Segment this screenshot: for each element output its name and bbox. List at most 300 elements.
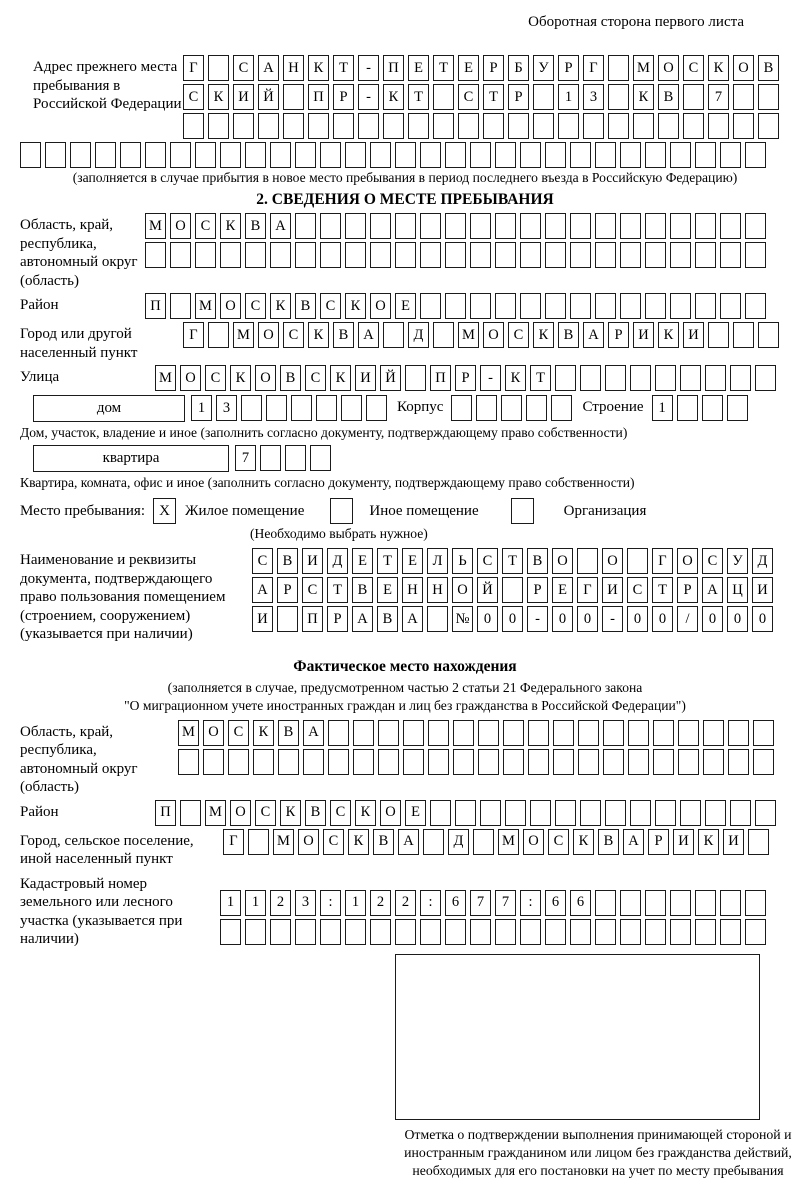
char-cell [551,395,572,421]
fact-rayon-label: Район [20,803,59,820]
char-cell [578,749,599,775]
char-cell [595,293,616,319]
option-inoe-label: Иное помещение [369,502,479,519]
char-cell [433,322,454,348]
char-cell [445,142,466,168]
doc-row-3 [252,606,773,632]
char-cell: К [308,55,329,81]
char-cell [720,293,741,319]
char-cell: Г [577,577,598,603]
char-cell: Р [455,365,476,391]
char-cell [95,142,116,168]
char-cell [341,395,362,421]
char-cell: Й [258,84,279,110]
char-cell: О [677,548,698,574]
char-cell: С [320,293,341,319]
char-cell [520,213,541,239]
char-cell [283,113,304,139]
char-cell [278,749,299,775]
char-cell: С [305,365,326,391]
char-cell [345,242,366,268]
char-cell [727,395,748,421]
char-cell: К [348,829,369,855]
char-cell [427,606,448,632]
kadastr-label: Кадастровый номер земельного или лесного участка (указывается при наличии) [20,875,183,947]
char-cell: А [402,606,423,632]
char-cell: Т [433,55,454,81]
char-cell [695,213,716,239]
char-cell [645,242,666,268]
prev-address-note: (заполняется в случае прибытия в новое место пребывания в период последнего въезда в Российскую Федерацию) [72,170,738,185]
char-cell: 0 [752,606,773,632]
kvartira-box: квартира [33,445,229,472]
char-cell [383,113,404,139]
char-cell: К [230,365,251,391]
char-cell [295,142,316,168]
char-cell: М [178,720,199,746]
char-cell [678,749,699,775]
char-cell: С [702,548,723,574]
char-cell [473,829,494,855]
char-cell [577,548,598,574]
char-cell: М [205,800,226,826]
char-cell: Т [652,577,673,603]
char-cell [555,800,576,826]
char-cell: К [220,213,241,239]
char-cell: - [602,606,623,632]
fact-gorod-label: Город, сельское поселение, иной населенный пункт [20,832,194,867]
char-cell: С [233,55,254,81]
char-cell: С [255,800,276,826]
char-cell: М [273,829,294,855]
char-cell: Г [223,829,244,855]
char-cell: В [527,548,548,574]
char-cell: О [658,55,679,81]
char-cell [670,213,691,239]
char-cell [578,720,599,746]
char-cell: А [358,322,379,348]
ulitsa-block [20,365,790,391]
char-cell: В [280,365,301,391]
char-cell: О [452,577,473,603]
char-cell: Е [408,55,429,81]
char-cell: 0 [502,606,523,632]
char-cell [503,749,524,775]
char-cell [755,800,776,826]
char-cell [683,84,704,110]
char-cell [328,749,349,775]
char-cell: О [298,829,319,855]
char-cell [553,720,574,746]
char-cell [270,242,291,268]
char-cell: К [270,293,291,319]
char-cell: Е [352,548,373,574]
char-cell [370,213,391,239]
char-cell: О [170,213,191,239]
char-cell [630,800,651,826]
char-cell: К [355,800,376,826]
char-cell [320,213,341,239]
option-org-label: Организация [563,502,647,519]
char-cell [605,800,626,826]
char-cell [728,749,749,775]
char-cell: Д [448,829,469,855]
char-cell: № [452,606,473,632]
mesto-block [20,498,790,524]
char-cell: К [308,322,329,348]
char-cell: Е [377,577,398,603]
char-cell [353,720,374,746]
char-cell [453,720,474,746]
char-cell: О [180,365,201,391]
oblast-row-2 [145,242,766,268]
char-cell [753,749,774,775]
char-cell [545,142,566,168]
prev-address-row-3 [183,113,779,139]
char-cell [702,395,723,421]
char-cell: 1 [245,890,266,916]
char-cell [170,142,191,168]
char-cell [303,749,324,775]
char-cell [670,919,691,945]
char-cell: О [552,548,573,574]
char-cell [645,293,666,319]
mesto-note: (Необходимо выбрать нужное) [250,526,428,541]
char-cell: К [383,84,404,110]
mesto-label: Место пребывания: [20,502,145,519]
char-cell: И [233,84,254,110]
char-cell [633,113,654,139]
fact-gorod-block [20,829,790,869]
char-cell: 6 [445,890,466,916]
char-cell: Т [408,84,429,110]
char-cell [458,113,479,139]
char-cell [245,919,266,945]
char-cell [603,749,624,775]
char-cell [720,919,741,945]
char-cell [420,142,441,168]
char-cell: К [708,55,729,81]
char-cell [320,242,341,268]
char-cell: 7 [495,890,516,916]
char-cell [285,445,306,471]
char-cell: - [358,55,379,81]
char-cell [270,142,291,168]
dom-note: Дом, участок, владение и иное (заполнить согласно документу, подтверждающему право собственности) [20,425,628,440]
char-cell [433,84,454,110]
char-cell [228,749,249,775]
char-cell [655,800,676,826]
char-cell: В [352,577,373,603]
char-cell [433,113,454,139]
char-cell: В [305,800,326,826]
kadastr-row-1 [220,890,766,916]
char-cell [430,800,451,826]
korpus-cells [451,395,572,421]
char-cell [295,213,316,239]
checkbox-org [511,498,534,524]
char-cell: М [233,322,254,348]
char-cell: В [758,55,779,81]
kvartira-note: Квартира, комната, офис и иное (заполнить согласно документу, подтверждающему право собственности) [20,475,635,490]
rayon-row [145,293,766,319]
char-cell [408,113,429,139]
char-cell: 7 [470,890,491,916]
char-cell: С [228,720,249,746]
char-cell: 0 [702,606,723,632]
stamp-caption: Отметка о подтверждении выполнения принимающей стороной и иностранным гражданином или лицом без гражданства действий, необходимых для его постановки на учет по месту пребывания [404,1126,792,1178]
char-cell [758,113,779,139]
char-cell [420,213,441,239]
section2-title: 2. СВЕДЕНИЯ О МЕСТЕ ПРЕБЫВАНИЯ [256,191,554,208]
char-cell: А [583,322,604,348]
char-cell [720,142,741,168]
char-cell [220,242,241,268]
oblast-block [20,213,790,290]
char-cell: К [280,800,301,826]
stroenie-label: Строение [582,399,644,415]
char-cell: И [252,606,273,632]
char-cell: У [533,55,554,81]
char-cell [545,919,566,945]
stroenie-cells [652,395,748,421]
char-cell [295,242,316,268]
char-cell [383,322,404,348]
char-cell [270,919,291,945]
char-cell [395,213,416,239]
char-cell: 3 [216,395,237,421]
char-cell: 7 [708,84,729,110]
char-cell: В [277,548,298,574]
char-cell [310,445,331,471]
char-cell: - [527,606,548,632]
char-cell [745,213,766,239]
char-cell [658,113,679,139]
char-cell [745,890,766,916]
char-cell [470,242,491,268]
fact-oblast-block [20,720,790,797]
char-cell: Й [380,365,401,391]
doc-row-1 [252,548,773,574]
prev-address-row-1 [183,55,779,81]
char-cell: И [302,548,323,574]
char-cell [745,242,766,268]
gorod-block [20,322,790,362]
char-cell [608,55,629,81]
char-cell: / [677,606,698,632]
char-cell [345,142,366,168]
char-cell [620,213,641,239]
char-cell [708,113,729,139]
char-cell: О [733,55,754,81]
char-cell: О [602,548,623,574]
char-cell [395,142,416,168]
char-cell: П [308,84,329,110]
char-cell [470,919,491,945]
char-cell: П [145,293,166,319]
char-cell [595,142,616,168]
fact-gorod-row [223,829,769,855]
char-cell: 7 [235,445,256,471]
char-cell [655,365,676,391]
char-cell [645,142,666,168]
char-cell [705,800,726,826]
char-cell: Р [508,84,529,110]
char-cell: И [683,322,704,348]
char-cell [245,142,266,168]
char-cell [208,113,229,139]
oblast-row-1 [145,213,766,239]
char-cell [320,142,341,168]
char-cell: Л [427,548,448,574]
char-cell [580,800,601,826]
char-cell [370,242,391,268]
char-cell [595,890,616,916]
char-cell [45,142,66,168]
char-cell: С [458,84,479,110]
char-cell [526,395,547,421]
char-cell [220,142,241,168]
char-cell [680,800,701,826]
char-cell [748,829,769,855]
char-cell [628,749,649,775]
char-cell: Р [648,829,669,855]
char-cell: О [230,800,251,826]
char-cell [533,84,554,110]
char-cell [680,365,701,391]
char-cell: О [220,293,241,319]
char-cell [670,890,691,916]
char-cell [295,919,316,945]
kvartira-block [20,445,790,472]
char-cell: О [203,720,224,746]
char-cell: В [278,720,299,746]
char-cell [483,113,504,139]
char-cell: А [258,55,279,81]
gorod-row [183,322,779,348]
char-cell [520,242,541,268]
char-cell [241,395,262,421]
char-cell: П [430,365,451,391]
char-cell: И [673,829,694,855]
char-cell: 1 [191,395,212,421]
kadastr-row-2 [220,919,766,945]
oblast-label: Область, край, республика, автономный округ (область) [20,217,138,289]
char-cell [445,242,466,268]
char-cell: И [602,577,623,603]
char-cell [670,242,691,268]
char-cell [291,395,312,421]
char-cell [677,395,698,421]
char-cell: М [145,213,166,239]
char-cell: 1 [652,395,673,421]
char-cell: Т [483,84,504,110]
char-cell [670,293,691,319]
char-cell: Й [477,577,498,603]
char-cell [595,213,616,239]
char-cell [720,213,741,239]
fact-subtitle-2: "О миграционном учете иностранных граждан и лиц без гражданства в Российской Федерации") [124,697,686,713]
char-cell [345,213,366,239]
char-cell [370,919,391,945]
char-cell [708,322,729,348]
char-cell [253,749,274,775]
char-cell: С [252,548,273,574]
char-cell [530,800,551,826]
char-cell: : [420,890,441,916]
char-cell [580,365,601,391]
char-cell: : [320,890,341,916]
char-cell [520,142,541,168]
char-cell: К [505,365,526,391]
char-cell: Е [552,577,573,603]
char-cell: Р [277,577,298,603]
checkbox-zhiloe: X [153,498,176,524]
char-cell [695,142,716,168]
char-cell: Е [405,800,426,826]
char-cell [545,213,566,239]
char-cell [745,919,766,945]
char-cell: Н [402,577,423,603]
char-cell: М [458,322,479,348]
char-cell [495,293,516,319]
char-cell: С [195,213,216,239]
option-zhiloe-label: Жилое помещение [185,502,305,519]
char-cell [180,800,201,826]
char-cell [733,113,754,139]
rayon-block [20,293,790,319]
char-cell [248,829,269,855]
char-cell [758,84,779,110]
char-cell [208,55,229,81]
char-cell: С [205,365,226,391]
char-cell [608,113,629,139]
char-cell [470,293,491,319]
char-cell: Р [527,577,548,603]
char-cell: 6 [570,890,591,916]
char-cell [758,322,779,348]
char-cell [703,720,724,746]
char-cell [670,142,691,168]
kadastr-block [20,872,790,949]
doc-label: Наименование и реквизиты документа, подтверждающего право пользования помещением (строением, сооружением) (указывается при наличии) [20,552,226,642]
doc-block [20,548,790,644]
char-cell [145,142,166,168]
char-cell [420,919,441,945]
char-cell [553,749,574,775]
checkbox-inoe [330,498,353,524]
char-cell: В [658,84,679,110]
char-cell: К [633,84,654,110]
char-cell [628,720,649,746]
char-cell: 6 [545,890,566,916]
char-cell [695,242,716,268]
char-cell [120,142,141,168]
char-cell: Н [427,577,448,603]
char-cell: А [702,577,723,603]
prev-address-label: Адрес прежнего места пребывания в Российской Федерации [33,59,182,112]
char-cell: М [195,293,216,319]
char-cell [451,395,472,421]
char-cell [755,365,776,391]
char-cell [233,113,254,139]
char-cell [733,84,754,110]
char-cell [570,293,591,319]
char-cell: Р [333,84,354,110]
char-cell [428,749,449,775]
char-cell [203,749,224,775]
fact-title: Фактическое место нахождения [293,657,517,675]
